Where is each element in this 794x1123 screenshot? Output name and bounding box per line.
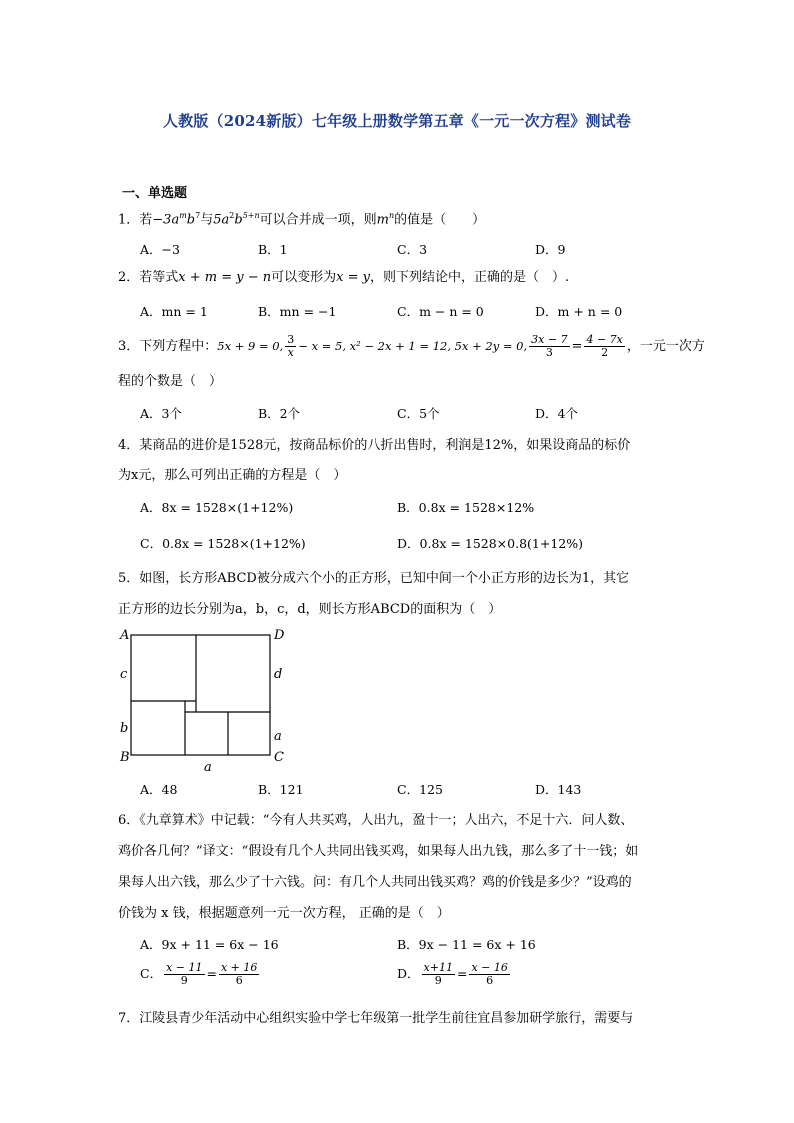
- question-3-line2: 程的个数是（ ）: [118, 374, 223, 389]
- label-a-bottom: a: [204, 760, 212, 775]
- q6-option-c[interactable]: C． $\frac{x - 11}{9}$ = $\frac{x + 16}{6}$: [140, 961, 258, 987]
- q4-option-d[interactable]: D．0.8x = 1528×0.8(1+12%): [397, 536, 583, 551]
- question-7-line1: 7．江陵县青少年活动中心组织实验中学七年级第一批学生前往宜昌参加研学旅行，需要与: [118, 1011, 634, 1026]
- fraction: $\frac{4 - 7x}{2}$: [586, 333, 623, 359]
- rect-abcd: [131, 635, 270, 755]
- question-6-line2: 鸡价各几何？”译文：“假设有几个人共同出钱买鸡，如果每人出九钱，那么多了十一钱；如: [118, 844, 639, 859]
- question-6-line3: 果每人出六钱，那么少了十六钱。问：有几个人共同出钱买鸡？鸡的价钱是多少？”设鸡的: [118, 875, 632, 890]
- question-2: 2．若等式x + m = y − n可以变形为x = y，则下列结论中，正确的是（ ）.: [118, 270, 570, 285]
- page-title: 人教版（2024新版）七年级上册数学第五章《一元一次方程》测试卷: [162, 112, 632, 130]
- question-6-line4: 价钱为 x 钱，根据题意列一元一次方程， 正确的是（ ）: [118, 906, 450, 921]
- q1-option-c[interactable]: C．3: [397, 242, 428, 257]
- label-A: A: [120, 628, 130, 643]
- label-B: B: [120, 750, 130, 765]
- question-4-line2: 为x元，那么可列出正确的方程是（ ）: [118, 468, 347, 483]
- question-4-line1: 4．某商品的进价是1528元，按商品标价的八折出售时，利润是12%，如果设商品的标价: [118, 438, 631, 453]
- q1-option-d[interactable]: D．9: [535, 242, 566, 257]
- question-5-line2: 正方形的边长分别为a，b，c，d，则长方形ABCD的面积为（ ）: [118, 602, 502, 617]
- q4-option-b[interactable]: B．0.8x = 1528×12%: [397, 500, 535, 515]
- label-b: b: [120, 721, 129, 736]
- q3-option-a[interactable]: A．3个: [140, 406, 182, 421]
- q4-option-a[interactable]: A．8x = 1528×(1+12%): [140, 500, 294, 515]
- q2-option-b[interactable]: B．mn = −1: [258, 304, 337, 319]
- label-a-right: a: [274, 729, 282, 744]
- fraction: $\frac{3x - 7}{3}$: [531, 333, 568, 359]
- q1-option-b[interactable]: B．1: [258, 242, 288, 257]
- label-D: D: [274, 628, 285, 643]
- fraction: $\frac{3}{x}$: [287, 333, 295, 359]
- question-3: 3．下列方程中：5x + 9 = 0, $\frac{3}{x}$ − x = 5, x² − 2x + 1 = 12, 5x + 2y = 0, $\frac{3x - 7}{3}$ = $\frac{4 - 7x}{2}$ ，一元一次方: [118, 333, 705, 359]
- q2-option-a[interactable]: A．mn = 1: [140, 304, 208, 319]
- q5-option-c[interactable]: C．125: [397, 782, 443, 797]
- question-5-line1: 5．如图，长方形ABCD被分成六个小的正方形，已知中间一个小正方形的边长为1，其它: [118, 571, 630, 586]
- rectangle-figure: [115, 625, 295, 775]
- q5-option-a[interactable]: A．48: [140, 782, 178, 797]
- q2-option-d[interactable]: D．m + n = 0: [535, 304, 623, 319]
- q5-option-b[interactable]: B．121: [258, 782, 304, 797]
- q6-option-d[interactable]: D． $\frac{x+11}{9}$ = $\frac{x - 16}{6}$: [397, 961, 508, 987]
- q3-option-c[interactable]: C．5个: [397, 406, 440, 421]
- q6-option-a[interactable]: A．9x + 11 = 6x − 16: [140, 937, 279, 952]
- question-6-line1: 6．《九章算术》中记载：“今有人共买鸡，人出九，盈十一；人出六，不足十六．问人数、: [118, 813, 634, 828]
- label-d: d: [274, 667, 283, 682]
- q3-option-b[interactable]: B．2个: [258, 406, 301, 421]
- q6-option-b[interactable]: B．9x − 11 = 6x + 16: [397, 937, 536, 952]
- q4-option-c[interactable]: C．0.8x = 1528×(1+12%): [140, 536, 306, 551]
- q1-option-a[interactable]: A．−3: [140, 242, 180, 257]
- q2-option-c[interactable]: C．m − n = 0: [397, 304, 484, 319]
- q3-option-d[interactable]: D．4个: [535, 406, 578, 421]
- label-C: C: [274, 750, 284, 765]
- label-c: c: [120, 667, 128, 682]
- q5-option-d[interactable]: D．143: [535, 782, 582, 797]
- section-heading: 一、单选题: [122, 186, 188, 201]
- question-1: 1．若$-3a^mb^7$与$5a^2b^{5+n}$可以合并成一项，则$m^n$的值是（ ）: [118, 211, 486, 228]
